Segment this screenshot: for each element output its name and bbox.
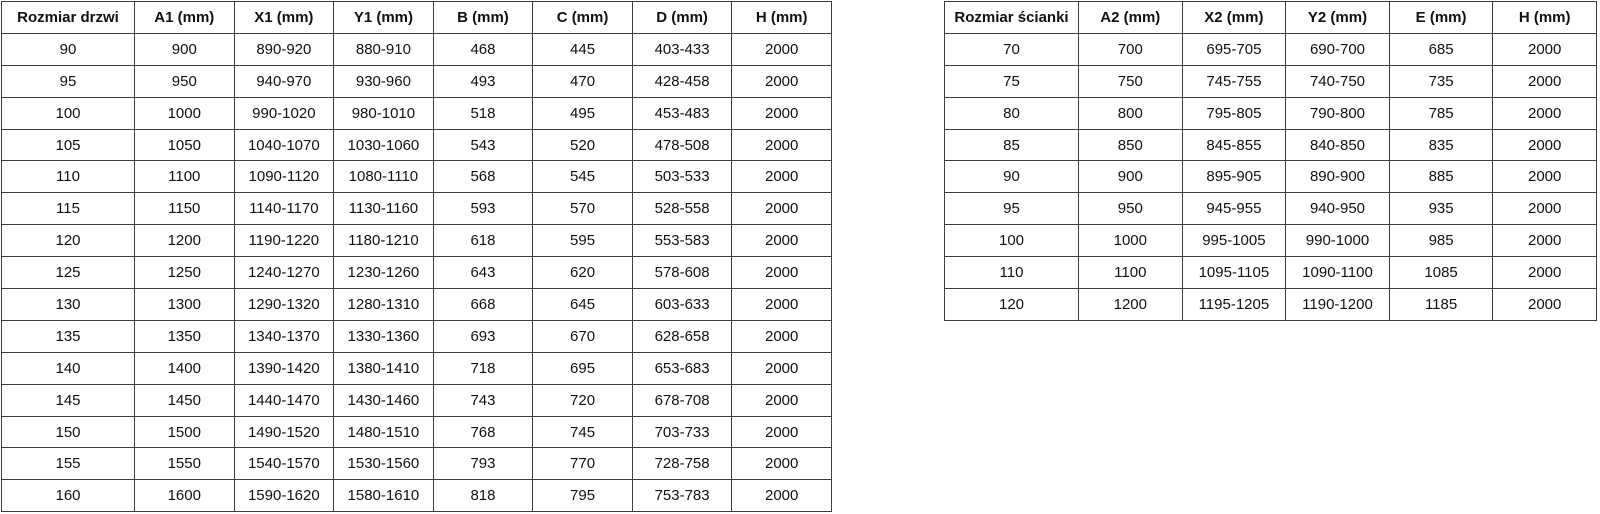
table-cell: 2000	[1493, 289, 1597, 321]
table-cell: 693	[433, 320, 533, 352]
table-cell: 2000	[1493, 161, 1597, 193]
table-cell: 503-533	[632, 161, 732, 193]
table-cell: 1380-1410	[334, 352, 434, 384]
table-row	[2, 416, 832, 448]
table-cell: 745-755	[1182, 65, 1286, 97]
table-cell: 750	[1079, 65, 1183, 97]
table-cell: 890-920	[234, 33, 334, 65]
table-cell: 140	[2, 352, 135, 384]
table-cell: 1150	[135, 193, 235, 225]
table-cell: 703-733	[632, 416, 732, 448]
table-cell: 1090-1120	[234, 161, 334, 193]
table-cell: 695-705	[1182, 33, 1286, 65]
header-row	[2, 2, 832, 34]
table-cell: 2000	[732, 480, 832, 512]
table-row	[2, 384, 832, 416]
table-cell: 718	[433, 352, 533, 384]
table-cell: 643	[433, 257, 533, 289]
table-cell: 990-1000	[1286, 225, 1390, 257]
table-cell: 85	[945, 129, 1079, 161]
table-cell: 628-658	[632, 320, 732, 352]
table-row	[2, 448, 832, 480]
table-cell: 670	[533, 320, 633, 352]
table-cell: 1195-1205	[1182, 289, 1286, 321]
table-cell: 2000	[732, 161, 832, 193]
table-cell: 835	[1389, 129, 1493, 161]
table-cell: 568	[433, 161, 533, 193]
table-cell: 700	[1079, 33, 1183, 65]
table-cell: 790-800	[1286, 97, 1390, 129]
door-size-table	[1, 1, 832, 512]
table-cell: 2000	[732, 65, 832, 97]
table-cell: 2000	[732, 320, 832, 352]
table-cell: 1280-1310	[334, 289, 434, 321]
table-cell: 1190-1220	[234, 225, 334, 257]
table-cell: 668	[433, 289, 533, 321]
table-cell: 1040-1070	[234, 129, 334, 161]
table-cell: 1300	[135, 289, 235, 321]
table-cell: 2000	[732, 257, 832, 289]
table-row	[945, 97, 1597, 129]
table-cell: 1200	[135, 225, 235, 257]
table-cell: 845-855	[1182, 129, 1286, 161]
table-cell: 80	[945, 97, 1079, 129]
table-cell: 1480-1510	[334, 416, 434, 448]
table-cell: 70	[945, 33, 1079, 65]
table-cell: 685	[1389, 33, 1493, 65]
table-cell: 1200	[1079, 289, 1183, 321]
table-cell: 795	[533, 480, 633, 512]
table-row	[2, 65, 832, 97]
table-cell: 1230-1260	[334, 257, 434, 289]
table-cell: 818	[433, 480, 533, 512]
table-cell: 1600	[135, 480, 235, 512]
table-cell: 728-758	[632, 448, 732, 480]
table-cell: 1100	[135, 161, 235, 193]
table-cell: 645	[533, 289, 633, 321]
column-header: C (mm)	[533, 2, 633, 34]
table-cell: 445	[533, 33, 633, 65]
table-cell: 130	[2, 289, 135, 321]
table-cell: 930-960	[334, 65, 434, 97]
table-cell: 695	[533, 352, 633, 384]
table-cell: 740-750	[1286, 65, 1390, 97]
column-header: X1 (mm)	[234, 2, 334, 34]
table-cell: 468	[433, 33, 533, 65]
table-cell: 470	[533, 65, 633, 97]
table-cell: 745	[533, 416, 633, 448]
table-row	[2, 193, 832, 225]
table-cell: 1350	[135, 320, 235, 352]
table-cell: 2000	[1493, 193, 1597, 225]
table-cell: 935	[1389, 193, 1493, 225]
table-cell: 100	[2, 97, 135, 129]
table-cell: 1085	[1389, 257, 1493, 289]
table-cell: 885	[1389, 161, 1493, 193]
table-row	[945, 257, 1597, 289]
table-cell: 2000	[732, 384, 832, 416]
table-row	[945, 33, 1597, 65]
table-cell: 1240-1270	[234, 257, 334, 289]
table-cell: 945-955	[1182, 193, 1286, 225]
table-cell: 990-1020	[234, 97, 334, 129]
table-cell: 850	[1079, 129, 1183, 161]
table-row	[945, 129, 1597, 161]
table-cell: 1030-1060	[334, 129, 434, 161]
table-cell: 110	[2, 161, 135, 193]
table-cell: 1390-1420	[234, 352, 334, 384]
table-cell: 620	[533, 257, 633, 289]
table-cell: 493	[433, 65, 533, 97]
table-cell: 105	[2, 129, 135, 161]
table-row	[945, 65, 1597, 97]
table-cell: 678-708	[632, 384, 732, 416]
table-cell: 1550	[135, 448, 235, 480]
table-cell: 145	[2, 384, 135, 416]
table-cell: 2000	[732, 416, 832, 448]
table-cell: 120	[945, 289, 1079, 321]
table-cell: 1000	[1079, 225, 1183, 257]
table-cell: 1490-1520	[234, 416, 334, 448]
table-cell: 1580-1610	[334, 480, 434, 512]
table-row	[2, 129, 832, 161]
table-cell: 593	[433, 193, 533, 225]
table-cell: 2000	[1493, 65, 1597, 97]
table-cell: 150	[2, 416, 135, 448]
table-row	[2, 257, 832, 289]
column-header: Y1 (mm)	[334, 2, 434, 34]
table-cell: 793	[433, 448, 533, 480]
table-cell: 1290-1320	[234, 289, 334, 321]
column-header: Rozmiar ścianki	[945, 2, 1079, 34]
table-cell: 2000	[732, 448, 832, 480]
table-cell: 950	[1079, 193, 1183, 225]
header-row	[945, 2, 1597, 34]
table-cell: 753-783	[632, 480, 732, 512]
table-cell: 155	[2, 448, 135, 480]
table-cell: 528-558	[632, 193, 732, 225]
table-cell: 900	[135, 33, 235, 65]
table-cell: 880-910	[334, 33, 434, 65]
table-cell: 403-433	[632, 33, 732, 65]
table-row	[945, 225, 1597, 257]
table-cell: 1090-1100	[1286, 257, 1390, 289]
table-cell: 2000	[1493, 129, 1597, 161]
table-cell: 478-508	[632, 129, 732, 161]
table-cell: 840-850	[1286, 129, 1390, 161]
table-cell: 1180-1210	[334, 225, 434, 257]
table-cell: 1530-1560	[334, 448, 434, 480]
table-row	[2, 97, 832, 129]
table-row	[2, 161, 832, 193]
table-cell: 1140-1170	[234, 193, 334, 225]
table-cell: 1440-1470	[234, 384, 334, 416]
table-cell: 553-583	[632, 225, 732, 257]
table-cell: 1450	[135, 384, 235, 416]
table-cell: 1590-1620	[234, 480, 334, 512]
table-cell: 800	[1079, 97, 1183, 129]
table-cell: 768	[433, 416, 533, 448]
table-row	[2, 352, 832, 384]
table-cell: 2000	[732, 193, 832, 225]
table-row	[2, 320, 832, 352]
table-cell: 120	[2, 225, 135, 257]
table-cell: 1100	[1079, 257, 1183, 289]
table-cell: 1050	[135, 129, 235, 161]
table-cell: 900	[1079, 161, 1183, 193]
table-cell: 1500	[135, 416, 235, 448]
table-cell: 1400	[135, 352, 235, 384]
table-cell: 2000	[732, 289, 832, 321]
table-cell: 735	[1389, 65, 1493, 97]
table-cell: 495	[533, 97, 633, 129]
table-cell: 653-683	[632, 352, 732, 384]
table-cell: 1430-1460	[334, 384, 434, 416]
column-header: X2 (mm)	[1182, 2, 1286, 34]
table-row	[2, 480, 832, 512]
table-cell: 770	[533, 448, 633, 480]
table-cell: 595	[533, 225, 633, 257]
table-cell: 75	[945, 65, 1079, 97]
table-cell: 1340-1370	[234, 320, 334, 352]
table-cell: 453-483	[632, 97, 732, 129]
table-cell: 603-633	[632, 289, 732, 321]
table-cell: 1190-1200	[1286, 289, 1390, 321]
table-cell: 1130-1160	[334, 193, 434, 225]
column-header: H (mm)	[732, 2, 832, 34]
table-cell: 2000	[732, 97, 832, 129]
table-cell: 1250	[135, 257, 235, 289]
table-cell: 940-950	[1286, 193, 1390, 225]
column-header: B (mm)	[433, 2, 533, 34]
table-cell: 2000	[732, 33, 832, 65]
table-row	[945, 289, 1597, 321]
table-cell: 545	[533, 161, 633, 193]
table-cell: 2000	[732, 352, 832, 384]
table-cell: 570	[533, 193, 633, 225]
table-cell: 743	[433, 384, 533, 416]
table-cell: 980-1010	[334, 97, 434, 129]
table-cell: 1330-1360	[334, 320, 434, 352]
table-cell: 785	[1389, 97, 1493, 129]
table-cell: 2000	[1493, 225, 1597, 257]
table-row	[945, 161, 1597, 193]
table-cell: 543	[433, 129, 533, 161]
table-cell: 2000	[732, 129, 832, 161]
table-cell: 985	[1389, 225, 1493, 257]
table-cell: 890-900	[1286, 161, 1390, 193]
table-cell: 110	[945, 257, 1079, 289]
table-cell: 1185	[1389, 289, 1493, 321]
table-cell: 1540-1570	[234, 448, 334, 480]
column-header: D (mm)	[632, 2, 732, 34]
table-cell: 2000	[1493, 257, 1597, 289]
table-cell: 720	[533, 384, 633, 416]
table-row	[2, 289, 832, 321]
table-cell: 940-970	[234, 65, 334, 97]
column-header: Rozmiar drzwi	[2, 2, 135, 34]
table-cell: 520	[533, 129, 633, 161]
table-row	[945, 193, 1597, 225]
table-cell: 895-905	[1182, 161, 1286, 193]
table-cell: 125	[2, 257, 135, 289]
table-cell: 95	[945, 193, 1079, 225]
table-cell: 518	[433, 97, 533, 129]
table-cell: 2000	[1493, 97, 1597, 129]
table-cell: 135	[2, 320, 135, 352]
table-row	[2, 33, 832, 65]
table-cell: 100	[945, 225, 1079, 257]
table-cell: 950	[135, 65, 235, 97]
table-cell: 618	[433, 225, 533, 257]
table-cell: 2000	[1493, 33, 1597, 65]
table-cell: 578-608	[632, 257, 732, 289]
column-header: A2 (mm)	[1079, 2, 1183, 34]
column-header: Y2 (mm)	[1286, 2, 1390, 34]
column-header: A1 (mm)	[135, 2, 235, 34]
column-header: E (mm)	[1389, 2, 1493, 34]
table-row	[2, 225, 832, 257]
table-cell: 1095-1105	[1182, 257, 1286, 289]
table-cell: 2000	[732, 225, 832, 257]
table-cell: 90	[2, 33, 135, 65]
wall-size-table	[944, 1, 1597, 321]
table-cell: 1000	[135, 97, 235, 129]
table-cell: 160	[2, 480, 135, 512]
table-cell: 795-805	[1182, 97, 1286, 129]
table-cell: 428-458	[632, 65, 732, 97]
column-header: H (mm)	[1493, 2, 1597, 34]
table-cell: 95	[2, 65, 135, 97]
table-cell: 90	[945, 161, 1079, 193]
table-cell: 1080-1110	[334, 161, 434, 193]
table-cell: 115	[2, 193, 135, 225]
table-cell: 995-1005	[1182, 225, 1286, 257]
table-cell: 690-700	[1286, 33, 1390, 65]
